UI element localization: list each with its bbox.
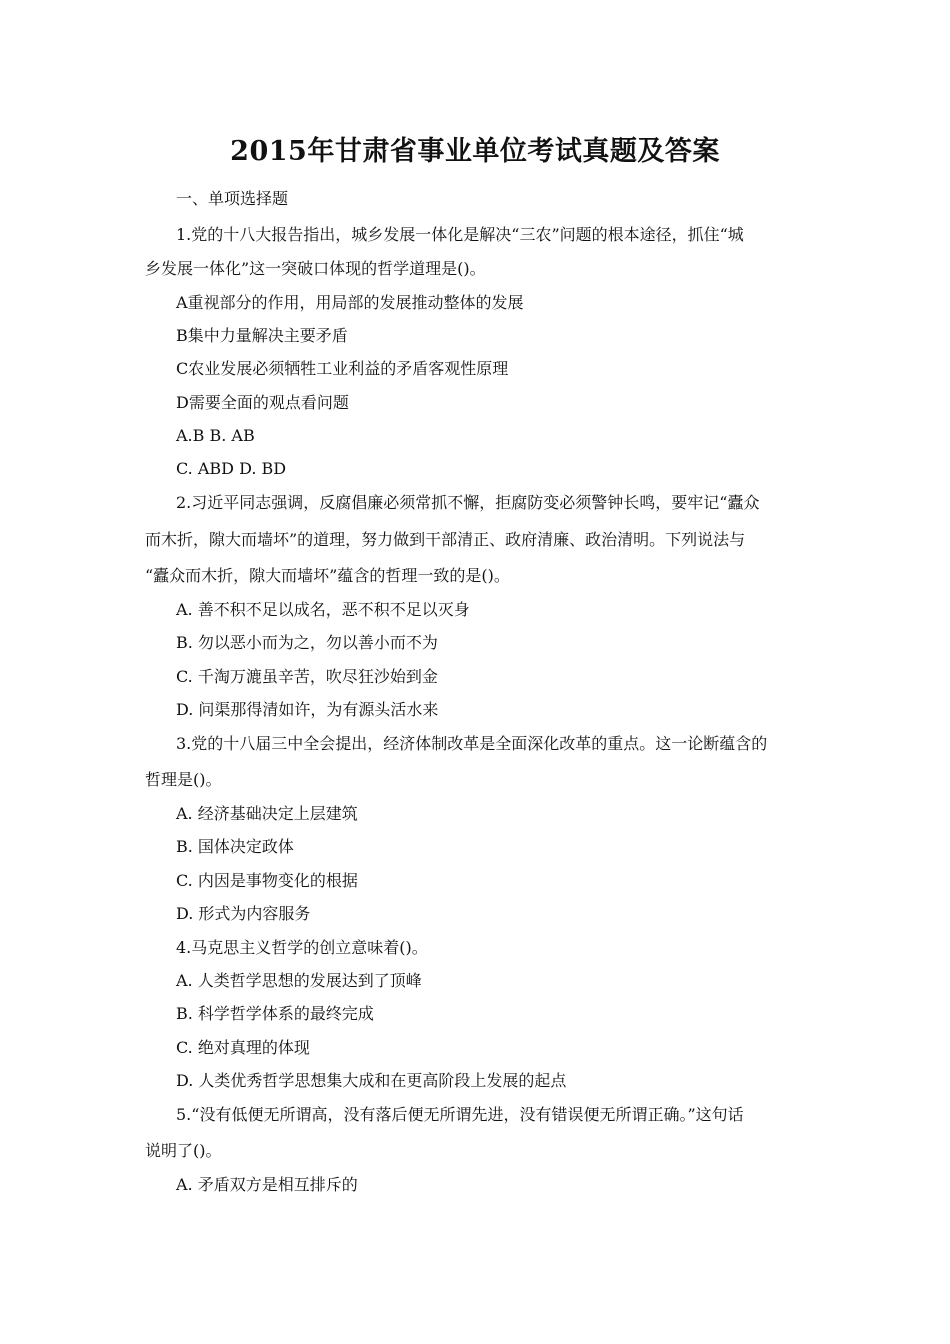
question-3-stem: 3.党的十八届三中全会提出，经济体制改革是全面深化改革的重点。这一论断蕴含的: [176, 734, 768, 753]
question-3-option-d: D. 形式为内容服务: [176, 904, 311, 923]
question-2-option-b: B. 勿以恶小而为之，勿以善小而不为: [176, 633, 438, 652]
question-1-statement-c: C农业发展必须牺牲工业利益的矛盾客观性原理: [176, 359, 509, 378]
question-1-stem: 1.党的十八大报告指出，城乡发展一体化是解决“三农”问题的根本途径，抓住“城: [176, 225, 744, 244]
question-2-stem: 2.习近平同志强调，反腐倡廉必须常抓不懈，拒腐防变必须警钟长鸣，要牢记“蠹众: [176, 493, 760, 512]
question-3-stem-continued: 哲理是()。: [145, 770, 222, 789]
section-heading: 一、单项选择题: [176, 189, 289, 208]
question-5-stem: 5.“没有低便无所谓高，没有落后便无所谓先进，没有错误便无所谓正确。”这句话: [176, 1105, 744, 1124]
question-4-option-d: D. 人类优秀哲学思想集大成和在更高阶段上发展的起点: [176, 1071, 567, 1090]
question-2-option-a: A. 善不积不足以成名，恶不积不足以灭身: [176, 600, 470, 619]
question-4-option-c: C. 绝对真理的体现: [176, 1038, 310, 1057]
question-3-option-c: C. 内因是事物变化的根据: [176, 871, 358, 890]
question-2-option-c: C. 千淘万漉虽辛苦，吹尽狂沙始到金: [176, 667, 438, 686]
document-title: 2015年甘肃省事业单位考试真题及答案: [230, 136, 720, 167]
question-5-stem-continued: 说明了()。: [145, 1141, 222, 1160]
question-2-stem-continued: 而木折，隙大而墙坏”的道理，努力做到干部清正、政府清廉、政治清明。下列说法与: [145, 530, 746, 549]
question-3-option-a: A. 经济基础决定上层建筑: [176, 804, 358, 823]
question-4-option-b: B. 科学哲学体系的最终完成: [176, 1004, 374, 1023]
question-5-option-a: A. 矛盾双方是相互排斥的: [176, 1175, 358, 1194]
question-1-statement-b: B集中力量解决主要矛盾: [176, 326, 348, 345]
question-1-statement-a: A重视部分的作用，用局部的发展推动整体的发展: [176, 293, 524, 312]
question-1-stem-continued: 乡发展一体化”这一突破口体现的哲学道理是()。: [145, 259, 486, 278]
question-4-stem: 4.马克思主义哲学的创立意味着()。: [176, 938, 428, 957]
question-2-option-d: D. 问渠那得清如许，为有源头活水来: [176, 700, 439, 719]
question-2-stem-continued-2: “蠹众而木折，隙大而墙坏”蕴含的哲理一致的是()。: [145, 566, 510, 585]
question-1-options-ab: A.B B. AB: [176, 426, 255, 445]
question-3-option-b: B. 国体决定政体: [176, 837, 294, 856]
question-4-option-a: A. 人类哲学思想的发展达到了顶峰: [176, 971, 422, 990]
question-1-statement-d: D需要全面的观点看问题: [176, 393, 349, 412]
question-1-options-cd: C. ABD D. BD: [176, 459, 287, 478]
